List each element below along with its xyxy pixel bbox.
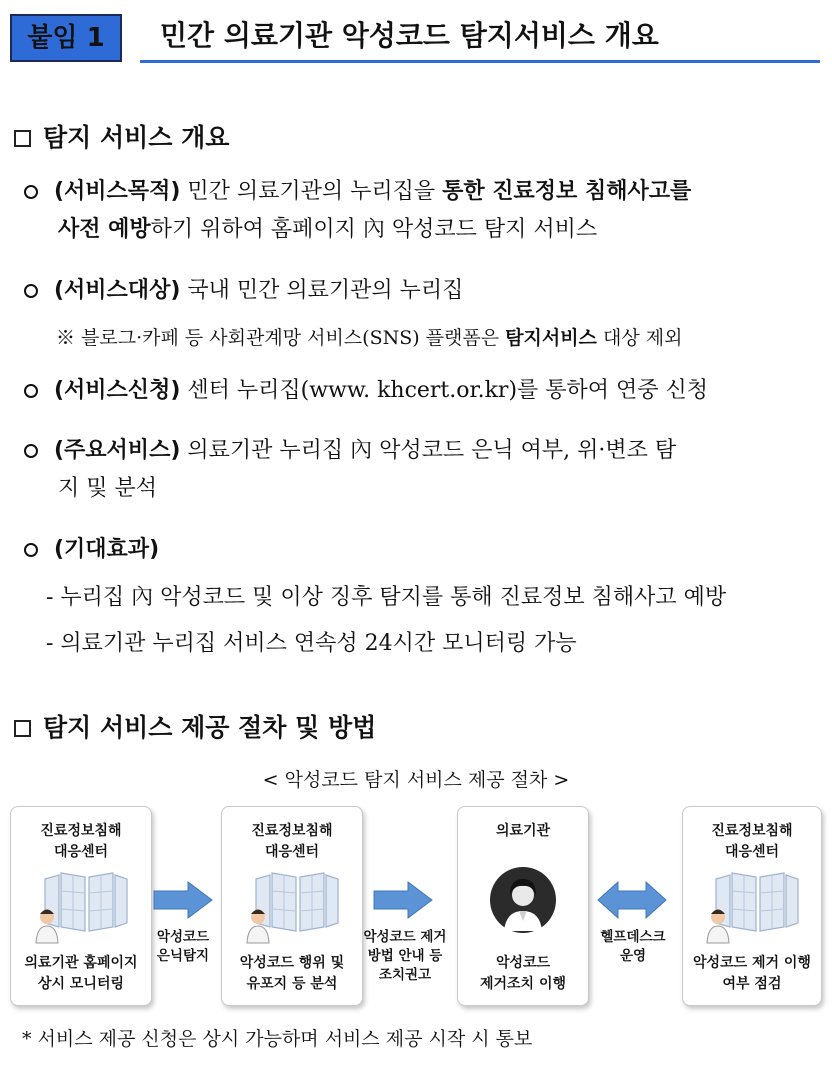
arrow-right-icon: [372, 880, 434, 920]
square-bullet-icon: [14, 130, 31, 147]
double-arrow-icon: [596, 880, 668, 920]
section-title: 탐지 서비스 개요: [43, 123, 230, 152]
circle-bullet-icon: [24, 384, 38, 398]
arrow-label: 악성코드 은닉탐지: [156, 929, 210, 964]
arrow-right-icon: [152, 880, 214, 920]
step-top-label: 진료정보침해 대응센터: [40, 823, 122, 860]
arrow-label: 헬프데스크 운영: [600, 929, 666, 964]
bullet-apply: [24, 372, 824, 410]
step-bottom-label: 의료기관 홈페이지 상시 모니터링: [24, 955, 138, 992]
effect-item: - 누리집 內 악성코드 및 이상 징후 탐지를 통해 진료정보 침해사고 예방: [46, 585, 727, 610]
purpose-text-2: 하기 위하여 홈페이지 內 악성코드 탐지 서비스: [150, 217, 598, 242]
step-bottom-label: 악성코드 제거조치 이행: [479, 955, 567, 992]
effect-label: (기대효과): [54, 537, 160, 562]
step-box-3: [457, 806, 589, 1006]
main-service-label: (주요서비스): [54, 438, 181, 463]
footnote: * 서비스 제공 신청은 상시 가능하며 서비스 제공 시작 시 통보: [22, 1028, 533, 1050]
bullet-target: [24, 272, 824, 310]
circle-bullet-icon: [24, 185, 38, 199]
circle-bullet-icon: [24, 284, 38, 298]
step-box-4: [682, 806, 822, 1006]
section-heading-procedure: [14, 708, 376, 744]
step-bottom-label: 악성코드 행위 및 유포지 등 분석: [239, 955, 345, 992]
diagram-caption: < 악성코드 탐지 서비스 제공 절차 >: [262, 769, 570, 791]
apply-label: (서비스신청): [54, 378, 181, 403]
effect-item: - 의료기관 누리집 서비스 연속성 24시간 모니터링 가능: [46, 631, 577, 656]
section-heading-overview: [14, 118, 229, 154]
purpose-bold: 통한 진료정보 침해사고를: [442, 179, 692, 204]
main-service-text-2: 지 및 분석: [58, 476, 157, 501]
circle-bullet-icon: [24, 543, 38, 557]
page-title: 민간 의료기관 악성코드 탐지서비스 개요: [140, 14, 820, 63]
person-avatar-icon: [488, 865, 558, 935]
monitoring-operator-icon: [244, 869, 340, 945]
monitoring-operator-icon: [33, 869, 129, 945]
note-text: ※ 블로그·카페 등 사회관계망 서비스(SNS) 플랫폼은: [56, 327, 506, 349]
note-bold: 탐지서비스: [505, 327, 597, 349]
step-bottom-label: 악성코드 제거 이행 여부 점검: [693, 955, 811, 992]
attachment-tag: 붙임 1: [10, 14, 122, 62]
target-note: [56, 323, 682, 350]
apply-text: 센터 누리집(www. khcert.or.kr)를 통하여 연중 신청: [180, 378, 709, 403]
page-header: [10, 8, 820, 68]
step-top-label: 의료기관: [495, 823, 551, 839]
purpose-bold-2: 사전 예방: [58, 217, 151, 242]
step-box-2: [221, 806, 363, 1006]
purpose-label: (서비스목적): [54, 179, 181, 204]
bullet-main-service: [24, 432, 824, 508]
bullet-purpose: [24, 173, 824, 249]
target-text: 국내 민간 의료기관의 누리집: [180, 278, 464, 303]
bullet-effect: [24, 531, 824, 569]
step-top-label: 진료정보침해 대응센터: [711, 823, 793, 860]
target-label: (서비스대상): [54, 278, 181, 303]
step-top-label: 진료정보침해 대응센터: [251, 823, 333, 860]
note-text-2: 대상 제외: [596, 327, 683, 349]
arrow-label: 악성코드 제거 방법 안내 등 조치권고: [363, 929, 447, 983]
monitoring-operator-icon: [704, 869, 800, 945]
purpose-text: 민간 의료기관의 누리집을: [180, 179, 443, 204]
circle-bullet-icon: [24, 444, 38, 458]
section-title: 탐지 서비스 제공 절차 및 방법: [43, 713, 377, 742]
square-bullet-icon: [14, 720, 31, 737]
main-service-text: 의료기관 누리집 內 악성코드 은닉 여부, 위·변조 탐: [180, 438, 677, 463]
step-box-1: [10, 806, 152, 1006]
